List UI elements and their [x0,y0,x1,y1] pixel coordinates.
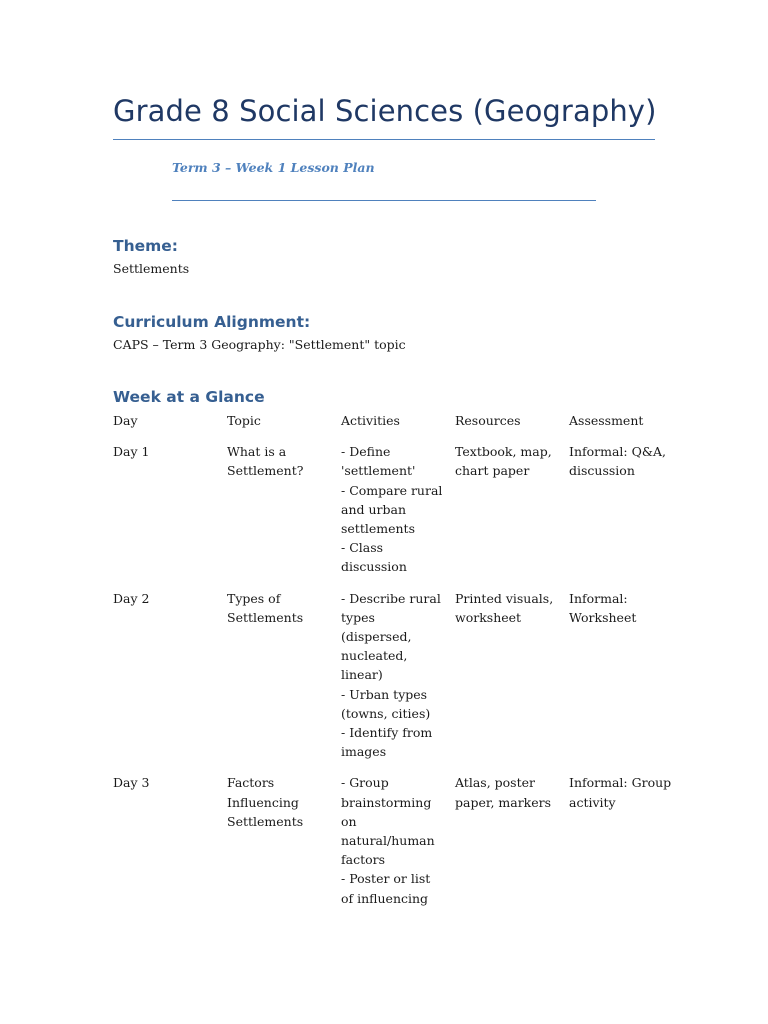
cell-line: brainstorming [341,794,432,810]
cell-line: - Define [341,444,391,460]
column-header-resources: Resources [455,413,521,428]
curriculum-heading: Curriculum Alignment: [113,313,311,331]
cell-assessment [569,442,688,588]
cell-line: Textbook, map, [455,444,552,460]
cell-line: chart paper [455,463,530,479]
cell-line: Atlas, poster [455,775,535,791]
cell-topic [227,773,341,919]
cell-line: - Describe rural [341,590,441,606]
theme-heading: Theme: [113,237,178,255]
table-row [113,773,688,919]
cell-line: Influencing [227,794,299,810]
cell-resources [455,589,569,774]
curriculum-text: CAPS – Term 3 Geography: "Settlement" topic [113,337,406,352]
week-table [113,411,688,920]
cell-line: (dispersed, [341,629,412,645]
table-row [113,442,688,588]
cell-line: Worksheet [569,609,637,625]
cell-line: - Urban types [341,686,428,702]
cell-topic [227,442,341,588]
cell-line: discussion [569,463,635,479]
column-header-day: Day [113,413,138,428]
cell-line: Informal: [569,590,628,606]
cell-line: - Poster or list [341,871,431,887]
cell-line: Types of [227,590,281,606]
cell-assessment [569,589,688,774]
cell-line: Settlement? [227,463,304,479]
cell-line: factors [341,852,386,868]
cell-line: worksheet [455,609,522,625]
cell-assessment [569,773,688,919]
cell-line: - Compare rural [341,482,443,498]
column-header-topic: Topic [227,413,261,428]
cell-line: nucleated, [341,648,408,664]
cell-line: Informal: Q&A, [569,444,666,460]
cell-line: types [341,609,375,625]
cell-day: Day 3 [113,775,150,791]
cell-line: (towns, cities) [341,705,431,721]
cell-line: Factors [227,775,275,791]
cell-line: on [341,813,357,829]
subtitle-divider [172,200,596,201]
cell-line: - Class [341,540,384,556]
cell-line: natural/human [341,833,435,849]
week-heading: Week at a Glance [113,388,265,406]
cell-line: Informal: Group [569,775,672,791]
table-header-row [113,411,688,442]
cell-resources [455,442,569,588]
cell-resources [455,773,569,919]
cell-activities [341,773,455,919]
cell-line: - Group [341,775,389,791]
cell-line: What is a [227,444,287,460]
cell-line: activity [569,794,616,810]
cell-line: - Identify from [341,725,433,741]
cell-topic [227,589,341,774]
cell-line: and urban [341,501,407,517]
cell-line: of influencing [341,890,429,906]
column-header-assessment: Assessment [569,413,644,428]
cell-line: discussion [341,559,407,575]
cell-line: Settlements [227,609,304,625]
cell-activities [341,442,455,588]
cell-line: 'settlement' [341,463,416,479]
cell-line: images [341,744,387,760]
theme-text: Settlements [113,261,190,276]
cell-line: paper, markers [455,794,552,810]
cell-day: Day 2 [113,590,150,606]
document-title: Grade 8 Social Sciences (Geography) [113,94,657,128]
cell-day: Day 1 [113,444,150,460]
week-table-body [113,411,688,920]
table-row [113,589,688,774]
cell-line: settlements [341,521,415,537]
cell-line: Printed visuals, [455,590,554,606]
cell-activities [341,589,455,774]
title-divider [113,139,655,140]
cell-line: linear) [341,667,383,683]
cell-line: Settlements [227,813,304,829]
column-header-activities: Activities [341,413,400,428]
document-subtitle: Term 3 – Week 1 Lesson Plan [172,160,375,175]
